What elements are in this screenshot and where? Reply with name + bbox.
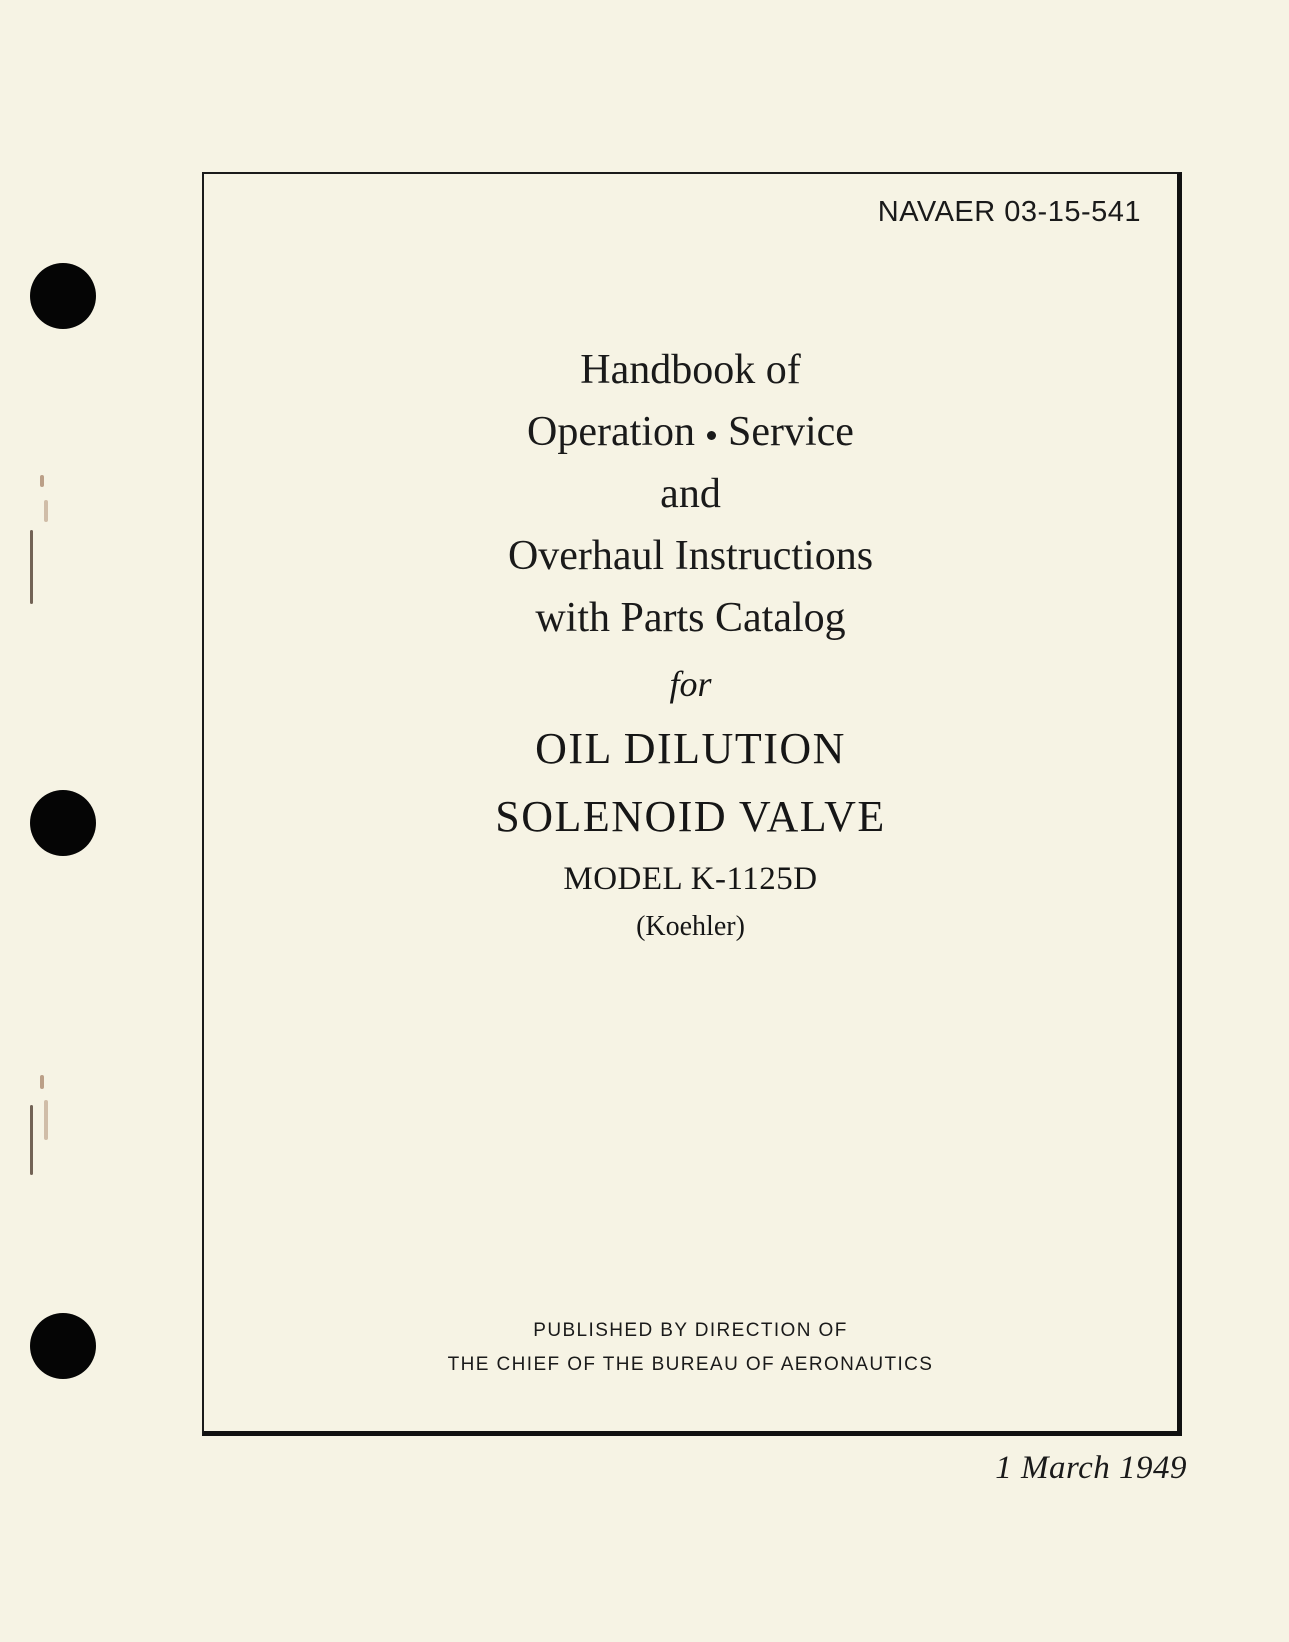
cover-frame (202, 172, 1182, 1436)
bullet-icon (707, 431, 716, 440)
publisher-statement (204, 1314, 1177, 1382)
title-block (204, 339, 1177, 949)
product-line-2: SOLENOID VALVE (495, 792, 886, 841)
title-line-3: and (660, 471, 721, 517)
model-number: MODEL K-1125D (563, 861, 818, 897)
paper-mark (30, 530, 33, 604)
issue-date: 1 March 1949 (995, 1450, 1187, 1486)
title-word-service: Service (728, 409, 854, 455)
paper-stain (40, 1075, 44, 1089)
manufacturer: (Koehler) (636, 911, 745, 942)
title-line-1: Handbook of (580, 347, 801, 393)
binder-hole-bottom (30, 1313, 96, 1379)
publisher-line-1: PUBLISHED BY DIRECTION OF (533, 1320, 848, 1341)
document-number: NAVAER 03-15-541 (877, 196, 1141, 228)
binder-hole-middle (30, 790, 96, 856)
title-line-4: Overhaul Instructions (507, 533, 874, 579)
publisher-line-2: THE CHIEF OF THE BUREAU OF AERONAUTICS (447, 1354, 934, 1375)
paper-stain (44, 500, 48, 522)
for-text: for (669, 664, 712, 704)
binder-hole-top (30, 263, 96, 329)
title-line-2 (204, 401, 1177, 463)
paper-stain (44, 1100, 48, 1140)
paper-stain (40, 475, 44, 487)
product-line-1: OIL DILUTION (535, 724, 846, 773)
paper-mark (30, 1105, 33, 1175)
title-word-operation: Operation (527, 409, 695, 455)
title-line-5: with Parts Catalog (535, 595, 846, 641)
